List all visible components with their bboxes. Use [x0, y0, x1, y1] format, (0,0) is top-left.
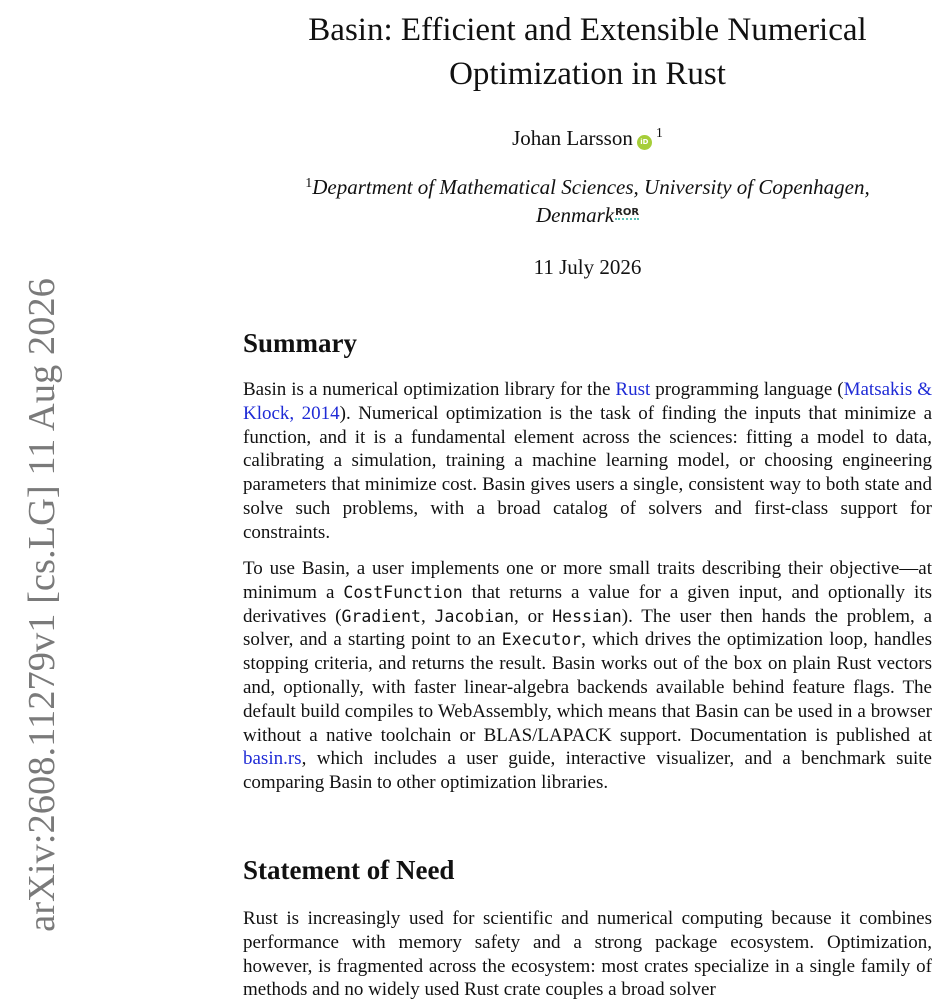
text-run: , which includes a user guide, interactive visualizer, and a benchmark suite comparing Basin to other optimization libraries. [243, 748, 932, 794]
text-run: To use Basin, a user implements one or more small traits describing their objective—at minimum a [243, 558, 932, 603]
affiliation [243, 170, 932, 229]
rust-link[interactable]: Rust [615, 379, 651, 400]
code-hessian: Hessian [552, 606, 622, 626]
citation-link[interactable]: Matsakis & Klock, 2014 [243, 379, 932, 424]
text-run: programming language ( [650, 379, 844, 400]
text-run: that returns a value for a given input, and optionally its derivatives ( [243, 581, 932, 627]
code-jacobian: Jacobian [434, 606, 515, 626]
affiliation-line-2: Denmark [535, 203, 615, 227]
basin-site-link[interactable]: basin.rs [243, 748, 302, 770]
title-line-1: Basin: Efficient and Extensible Numerical [308, 12, 867, 48]
text-run: ). The user then hands the problem, a solver, and a starting point to an [243, 605, 933, 651]
summary-paragraph-1 [243, 378, 932, 545]
code-costfunction: CostFunction [343, 582, 463, 602]
section-heading-summary: Summary [243, 328, 357, 358]
paper-title [243, 8, 932, 96]
text-run: , [420, 605, 435, 627]
section-heading-statement-of-need: Statement of Need [243, 855, 455, 885]
code-executor: Executor [501, 630, 582, 650]
affiliation-line-1: Department of Mathematical Sciences, University of Copenhagen, [312, 175, 870, 199]
summary-paragraph-2 [243, 557, 932, 795]
orcid-icon[interactable]: iD [637, 135, 652, 150]
title-line-2: Optimization in Rust [449, 56, 726, 92]
text-run: , which drives the optimization loop, handles stopping criteria, and returns the result. Basin works out of the box on plain Rust vectors and, optionally, with faster linear-algebra backends available behind feature flags. The default build compiles to WebAssembly, which means that Basin can be used in a browser without a native toolchain or BLAS/LAPACK support. Documentation is published at [243, 629, 932, 746]
ror-icon[interactable]: ROR [615, 207, 640, 218]
author-line [243, 120, 932, 152]
code-gradient: Gradient [341, 606, 421, 626]
text-run: ). Numerical optimization is the task of finding the inputs that minimize a function, and it is a fundamental element across the sciences: fitting a model to data, calibrating a simulation, training a machine learning model, or choosing engineering parameters that minimize cost. Basin gives users a single, consistent way to both state and solve such problems, with a broad catalog of solvers and first-class support for constraints. [243, 402, 933, 543]
text-run: , or [514, 605, 553, 627]
publication-date: 11 July 2026 [533, 255, 642, 279]
author-name: Johan Larsson [512, 126, 633, 150]
affiliation-mark: 1 [305, 176, 313, 191]
arxiv-identifier-stamp: arXiv:2608.11279v1 [cs.LG] 11 Aug 2026 [21, 278, 63, 932]
text-run: Basin is a numerical optimization library for the [243, 379, 616, 400]
author-affiliation-mark: 1 [655, 126, 663, 141]
statement-of-need-paragraph-1: Rust is increasingly used for scientific and numerical computing because it combines performance with memory safety and a strong package ecosystem. Optimization, however, is fragmented across the ecosystem: most crates specialize in a single family of methods and no widely used Rust crate couples a broad solver [243, 908, 932, 1001]
